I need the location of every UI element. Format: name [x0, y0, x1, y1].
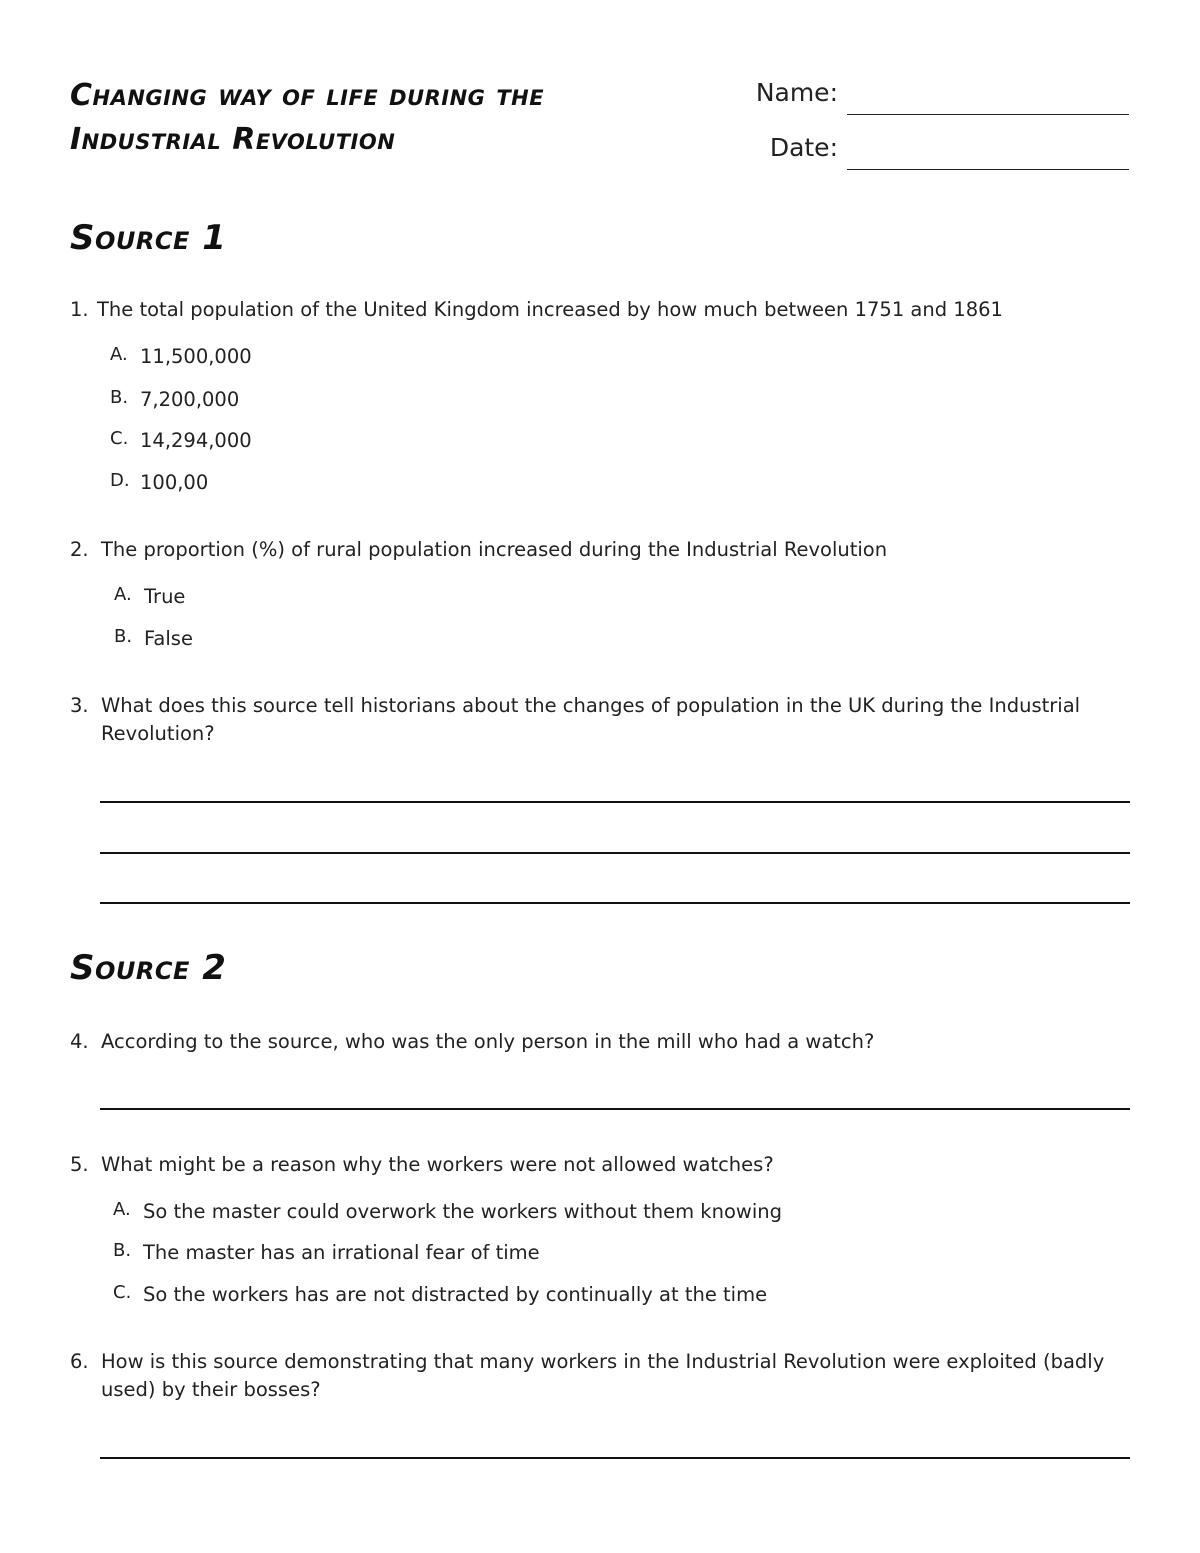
question-6: [70, 1348, 1130, 1408]
date-label: Date:: [769, 133, 838, 162]
q3-answer-line-2[interactable]: [100, 852, 1130, 854]
question-text: The total population of the United Kingdom increased by how much between 1751 and 1861: [97, 298, 1003, 321]
question-number: 5.: [70, 1153, 89, 1176]
option-letter: B.: [114, 626, 133, 647]
worksheet-title: [70, 74, 710, 162]
section-heading-source-2: Source 2: [70, 948, 227, 988]
q6-answer-line[interactable]: [100, 1457, 1130, 1459]
option-text: So the master could overwork the workers without them knowing: [143, 1200, 782, 1223]
option-text: 11,500,000: [140, 345, 252, 368]
question-number: 4.: [70, 1030, 89, 1053]
question-text-line-2: Revolution?: [101, 722, 215, 745]
option-letter: B.: [110, 387, 129, 408]
option-letter: D.: [110, 470, 130, 491]
question-number: 2.: [70, 538, 89, 561]
question-text: What might be a reason why the workers were not allowed watches?: [101, 1153, 774, 1176]
question-text-line-1: What does this source tell historians about the changes of population in the UK during the Industrial: [101, 694, 1081, 717]
option-text: True: [144, 585, 186, 608]
question-3: [70, 692, 1130, 752]
option-text: 100,00: [140, 471, 209, 494]
question-text-line-1: How is this source demonstrating that many workers in the Industrial Revolution were exploited (badly: [101, 1350, 1105, 1373]
option-letter: A.: [113, 1199, 131, 1220]
name-label: Name:: [755, 78, 838, 107]
option-text: 14,294,000: [140, 429, 252, 452]
option-letter: A.: [110, 344, 128, 365]
option-letter: C.: [110, 428, 129, 449]
option-text: False: [144, 627, 193, 650]
option-letter: B.: [113, 1240, 132, 1261]
option-text: So the workers has are not distracted by continually at the time: [143, 1283, 768, 1306]
question-number: 1.: [70, 298, 89, 321]
question-text-line-2: used) by their bosses?: [101, 1378, 321, 1401]
option-text: The master has an irrational fear of time: [143, 1241, 540, 1264]
title-line-1: Changing way of life during the: [70, 78, 545, 113]
question-text: According to the source, who was the only person in the mill who had a watch?: [101, 1030, 875, 1053]
q3-answer-line-1[interactable]: [100, 801, 1130, 803]
question-text: The proportion (%) of rural population increased during the Industrial Revolution: [101, 538, 888, 561]
title-line-2: Industrial Revolution: [70, 122, 396, 157]
date-field-line[interactable]: [847, 169, 1129, 170]
q4-answer-line[interactable]: [100, 1108, 1130, 1110]
q3-answer-line-3[interactable]: [100, 902, 1130, 904]
option-letter: A.: [114, 584, 132, 605]
option-text: 7,200,000: [140, 388, 240, 411]
option-letter: C.: [113, 1282, 132, 1303]
section-heading-source-1: Source 1: [70, 218, 227, 258]
question-number: 3.: [70, 694, 89, 717]
name-field-line[interactable]: [847, 114, 1129, 115]
question-number: 6.: [70, 1350, 89, 1373]
